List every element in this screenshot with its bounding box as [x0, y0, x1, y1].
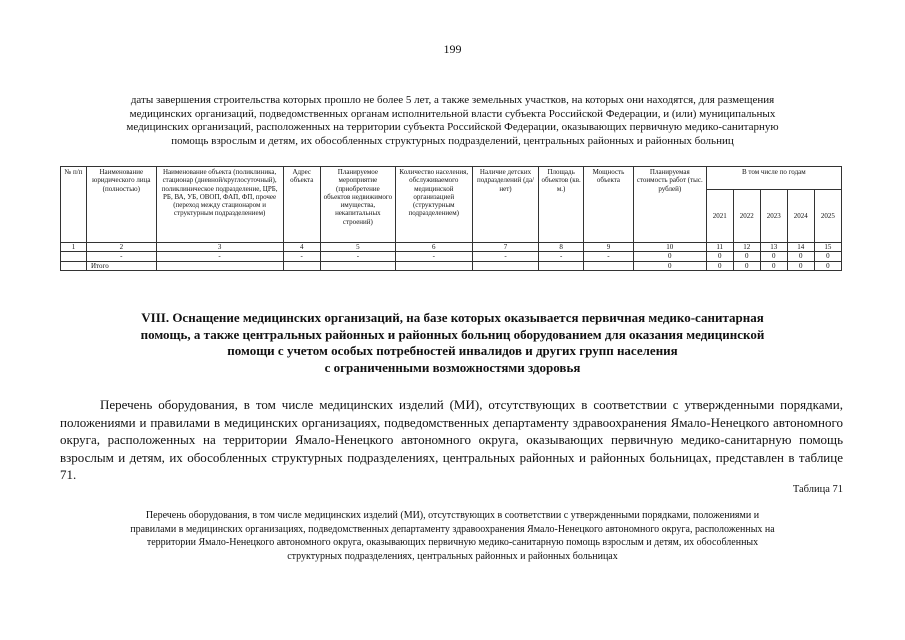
year-header: 2022	[733, 190, 760, 243]
header-row	[61, 167, 842, 190]
col-header-num: № п/п	[61, 167, 87, 243]
table-cell: 0	[760, 252, 787, 261]
table-cell	[61, 252, 87, 261]
table-cell	[539, 261, 584, 270]
section-heading-line: помощь, а также центральных районных и районных больниц оборудованием для оказания медицинской	[140, 326, 765, 342]
section-heading-line: помощи с учетом особых потребностей инвалидов и других групп населения	[227, 343, 678, 358]
table-cell: 0	[633, 252, 706, 261]
table-cell: 11	[706, 243, 733, 252]
table-cell: 2	[86, 243, 156, 252]
table-cell: -	[86, 252, 156, 261]
intro-line: медицинских организаций, расположенных на территории субъекта Российской Федерации, оказывающих первичную медико-санитарную	[126, 121, 779, 133]
year-header: 2023	[760, 190, 787, 243]
table-title-line: территории Ямало-Ненецкого автономного округа, оказывающих первичную медико-санитарную помощь взрослым и детям, их обособленных	[146, 537, 759, 548]
table-cell: 0	[706, 261, 733, 270]
table-cell: 10	[633, 243, 706, 252]
table-cell: 0	[814, 261, 841, 270]
table-cell: 0	[733, 261, 760, 270]
table-caption: Таблица 71	[792, 484, 843, 495]
table-cell: -	[283, 252, 320, 261]
table-cell: 4	[283, 243, 320, 252]
section-heading-line: с ограниченными возможностями здоровья	[324, 359, 581, 375]
construction-table	[60, 166, 842, 271]
table-cell: -	[395, 252, 472, 261]
total-row	[61, 261, 842, 270]
col-header-population: Количество населения, обслуживаемого медицинской организацией (структурным подразделением)	[395, 167, 472, 243]
col-header-years-group: В том числе по годам	[706, 167, 841, 190]
table-cell: 15	[814, 243, 841, 252]
table-cell: -	[320, 252, 395, 261]
year-header: 2021	[706, 190, 733, 243]
table-title-line: правилами в медицинских организациях, подведомственных департаменту здравоохранения Ямало-Ненецкого автономного округа, расположенных на	[130, 523, 775, 535]
intro-line: медицинских организаций, подведомственных органам исполнительной власти субъекта Российской Федерации, и (или) муниципальных	[129, 107, 776, 120]
section-heading	[60, 310, 845, 376]
table-cell: 0	[787, 261, 814, 270]
table-title	[80, 509, 825, 563]
table-title-line: Перечень оборудования, в том числе медицинских изделий (МИ), отсутствующих в соответствии с утвержденными порядками, положениями и	[145, 510, 760, 521]
col-header-object-name: Наименование объекта (поликлиника, стационар (дневной/круглосуточный), поликлиническое подразделение, ЦРБ, РБ, ВА, УБ, ОВОП, ФАП, ФП, прочее (переход между стационаром и структурным подразделением)	[156, 167, 283, 243]
table-cell: 1	[61, 243, 87, 252]
table-cell: 12	[733, 243, 760, 252]
table-cell: 0	[633, 261, 706, 270]
year-header: 2025	[814, 190, 841, 243]
intro-text	[60, 94, 845, 148]
table-cell: 0	[706, 252, 733, 261]
section-heading-line: VIII. Оснащение медицинских организаций, на базе которых оказывается первичная медико-санитарная	[141, 310, 764, 325]
table-cell: 0	[787, 252, 814, 261]
table-cell	[320, 261, 395, 270]
table-cell: -	[156, 252, 283, 261]
table-cell: 7	[472, 243, 539, 252]
table-row	[61, 252, 842, 261]
table-cell: 0	[814, 252, 841, 261]
table-cell	[472, 261, 539, 270]
table-cell	[395, 261, 472, 270]
table-cell: 13	[760, 243, 787, 252]
col-header-capacity: Мощность объекта	[583, 167, 633, 243]
year-header: 2024	[787, 190, 814, 243]
col-header-legal-entity: Наименование юридического лица (полностью)	[86, 167, 156, 243]
table-cell	[61, 261, 87, 270]
table-title-line: структурных подразделениях, центральных районных и районных больницах	[287, 550, 618, 562]
table-cell	[283, 261, 320, 270]
numbering-row	[61, 243, 842, 252]
col-header-address: Адрес объекта	[283, 167, 320, 243]
col-header-planned-action: Планируемое мероприятие (приобретение объектов недвижимого имущества, некапитальных строений)	[320, 167, 395, 243]
intro-line: помощь взрослым и детям, их обособленных структурных подразделений, центральных районных и районных больниц	[171, 134, 734, 147]
page-number: 199	[443, 42, 462, 56]
col-header-cost: Планируемая стоимость работ (тыс. рублей)	[633, 167, 706, 243]
table-cell: 8	[539, 243, 584, 252]
table-cell: 3	[156, 243, 283, 252]
table-cell: 6	[395, 243, 472, 252]
table-cell	[583, 261, 633, 270]
intro-line: даты завершения строительства которых прошло не более 5 лет, а также земельных участков, на которых они находятся, для размещения	[130, 94, 775, 106]
table-cell: 0	[733, 252, 760, 261]
table-cell: 0	[760, 261, 787, 270]
table-cell: -	[539, 252, 584, 261]
table-cell	[156, 261, 283, 270]
table-cell: 14	[787, 243, 814, 252]
table-cell: -	[472, 252, 539, 261]
table-cell: -	[583, 252, 633, 261]
total-label: Итого	[86, 261, 156, 270]
table-cell: 5	[320, 243, 395, 252]
table-cell: 9	[583, 243, 633, 252]
col-header-children-units: Наличие детских подразделений (да/нет)	[472, 167, 539, 243]
col-header-area: Площадь объектов (кв. м.)	[539, 167, 584, 243]
body-paragraph: Перечень оборудования, в том числе медицинских изделий (МИ), отсутствующих в соответствии с утвержденными порядками, положениями и правилами в медицинских организациях, подведомственных департаменту здравоохранения Ямало-Ненецкого автономного округа, расположенных на территории Ямало-Ненецкого автономного округа, оказывающих первичную медико-санитарную помощь взрослым и детям, их обособленных структурных подразделениях, центральных районных и районных больницах, представлен в таблице 71.	[60, 397, 843, 482]
